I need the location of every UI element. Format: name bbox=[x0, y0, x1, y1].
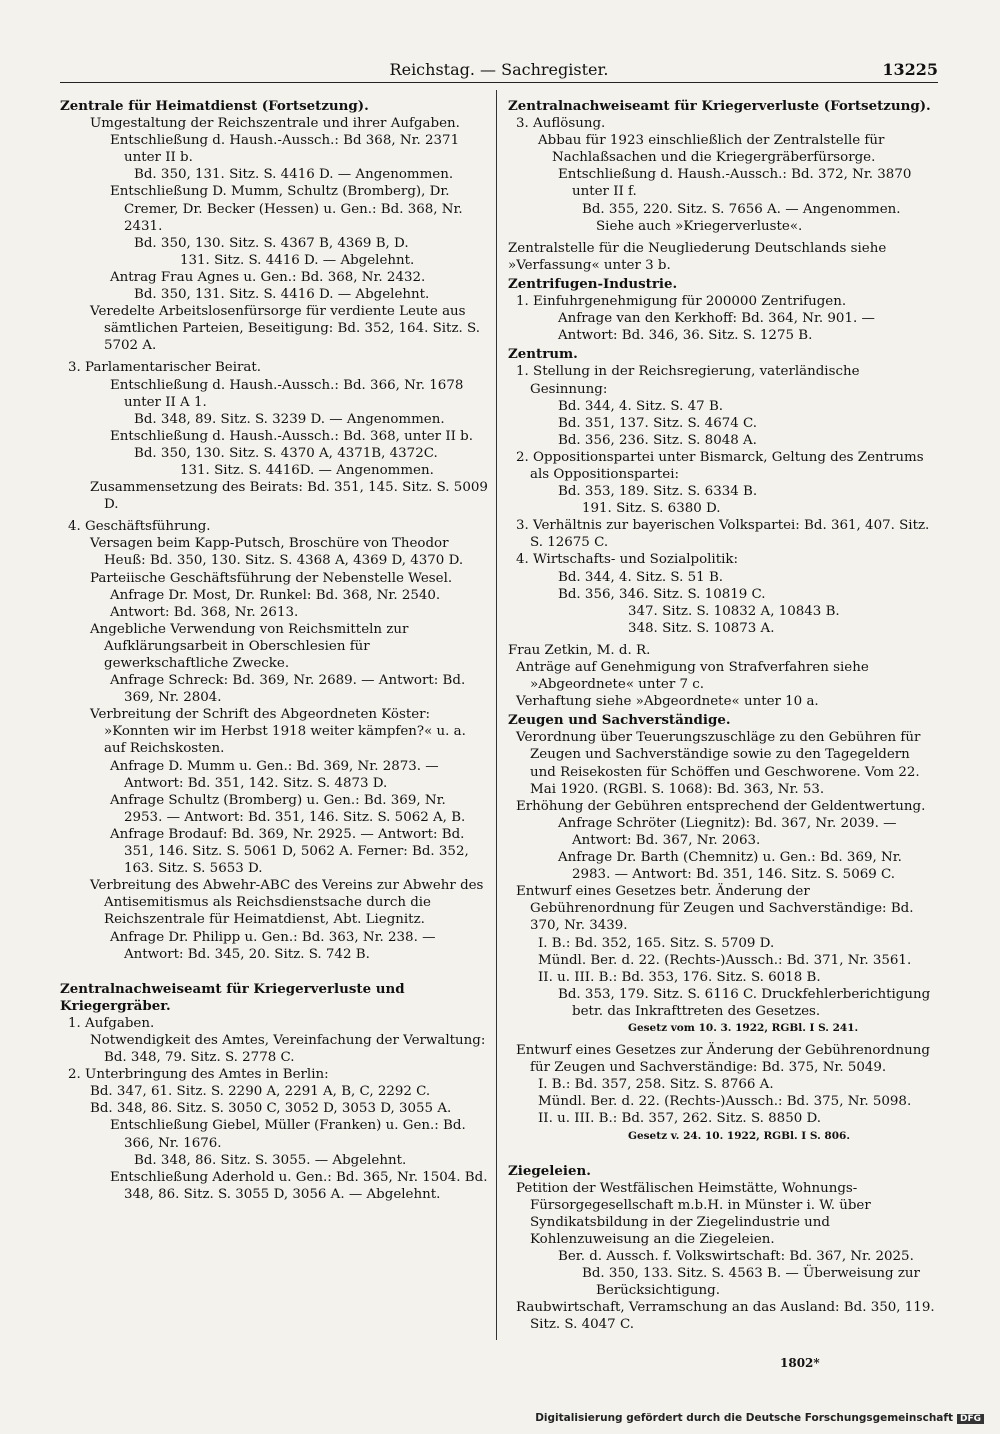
index-entry: Anfrage van den Kerkhoff: Bd. 364, Nr. 901. — bbox=[558, 311, 875, 327]
index-entry: Gesetz vom 10. 3. 1922, RGBl. I S. 241. bbox=[628, 1021, 859, 1034]
index-entry: Angebliche Verwendung von Reichsmitteln zur Aufklärungsarbeit in Oberschlesien für gewerkschaftliche Zwecke. bbox=[90, 621, 409, 671]
index-entry: Bd. 347, 61. Sitz. S. 2290 A, 2291 A, B, C, 2292 C. bbox=[90, 1084, 431, 1100]
index-entry: Entschließung Giebel, Müller (Franken) u. Gen.: Bd. 366, Nr. 1676. bbox=[110, 1118, 466, 1151]
index-entry: Anfrage Schröter (Liegnitz): Bd. 367, Nr. 2039. — Antwort: Bd. 367, Nr. 2063. bbox=[558, 815, 897, 848]
index-entry: Anfrage Dr. Most, Dr. Runkel: Bd. 368, Nr. 2540. bbox=[110, 587, 441, 603]
section-heading: Zentralnachweiseamt für Kriegerverluste und Kriegergräber. bbox=[60, 980, 405, 1014]
index-entry: Petition der Westfälischen Heimstätte, Wohnungs-Fürsorgegesellschaft m.b.H. in Münster i. W. über Syndikatsbildung in der Ziegelindustrie und Kohlenzuweisung an die Ziegeleien. bbox=[516, 1180, 871, 1247]
index-entry: Entschließung D. Mumm, Schultz (Bromberg), Dr. Cremer, Dr. Becker (Hessen) u. Gen.: Bd. 368, Nr. 2431. bbox=[110, 184, 463, 234]
index-entry: Bd. 353, 189. Sitz. S. 6334 B. bbox=[558, 484, 758, 500]
section-heading: Zentrale für Heimatdienst (Fortsetzung). bbox=[60, 98, 369, 114]
footer-text: Digitalisierung gefördert durch die Deutsche Forschungsgemeinschaft bbox=[535, 1412, 953, 1424]
right-column bbox=[508, 96, 936, 1334]
index-entry: Bd. 350, 130. Sitz. S. 4370 A, 4371B, 4372C. bbox=[134, 445, 438, 461]
column-divider bbox=[496, 90, 497, 1340]
index-entry: 1. Einfuhrgenehmigung für 200000 Zentrifugen. bbox=[516, 294, 847, 310]
index-entry: II. u. III. B.: Bd. 357, 262. Sitz. S. 8850 D. bbox=[538, 1111, 822, 1127]
index-entry: Anfrage Schreck: Bd. 369, Nr. 2689. — Antwort: Bd. 369, Nr. 2804. bbox=[110, 673, 466, 706]
index-entry: Anfrage D. Mumm u. Gen.: Bd. 369, Nr. 2873. — Antwort: Bd. 351, 142. Sitz. S. 4873 D. bbox=[110, 758, 439, 791]
index-entry: Verhaftung siehe »Abgeordnete« unter 10 a. bbox=[516, 694, 819, 710]
index-entry: I. B.: Bd. 352, 165. Sitz. S. 5709 D. bbox=[538, 935, 775, 951]
index-entry: Bd. 353, 179. Sitz. S. 6116 C. Druckfehlerberichtigung betr. das Inkrafttreten des Gesetzes. bbox=[558, 986, 931, 1019]
index-entry: Entschließung d. Haush.-Aussch.: Bd. 366, Nr. 1678 unter II A 1. bbox=[110, 377, 464, 410]
running-header bbox=[60, 60, 938, 83]
index-entry: Raubwirtschaft, Verramschung an das Ausland: Bd. 350, 119. Sitz. S. 4047 C. bbox=[516, 1300, 935, 1333]
index-entry: Bd. 348, 86. Sitz. S. 3055. — Abgelehnt. bbox=[134, 1152, 407, 1168]
index-entry: Antwort: Bd. 368, Nr. 2613. bbox=[110, 604, 299, 620]
index-entry: Entschließung d. Haush.-Aussch.: Bd 368, Nr. 2371 unter II b. bbox=[110, 133, 460, 166]
index-entry: Entschließung d. Haush.-Aussch.: Bd. 368, unter II b. bbox=[110, 428, 473, 444]
index-entry: Verordnung über Teuerungszuschläge zu den Gebühren für Zeugen und Sachverständige sowie zu den Tagegeldern und Reisekosten für Schöffen und Geschworene. Vom 22. Mai 1920. (RGBl. S. 1068): Bd. 363, Nr. 53. bbox=[516, 730, 921, 797]
index-entry: 131. Sitz. S. 4416D. — Angenommen. bbox=[180, 462, 434, 478]
index-entry: II. u. III. B.: Bd. 353, 176. Sitz. S. 6018 B. bbox=[538, 969, 821, 985]
index-entry: Bd. 350, 131. Sitz. S. 4416 D. — Abgelehnt. bbox=[134, 287, 430, 303]
index-entry: Bd. 348, 86. Sitz. S. 3050 C, 3052 D, 3053 D, 3055 A. bbox=[90, 1101, 452, 1117]
index-entry: Anfrage Schultz (Bromberg) u. Gen.: Bd. 369, Nr. 2953. — Antwort: Bd. 351, 146. Sitz. S. 5062 A, B. bbox=[110, 792, 466, 825]
section-heading: Ziegeleien. bbox=[508, 1162, 591, 1179]
index-entry: 4. Geschäftsführung. bbox=[68, 519, 211, 535]
index-entry: 131. Sitz. S. 4416 D. — Abgelehnt. bbox=[180, 252, 415, 268]
index-entry: Anfrage Brodauf: Bd. 369, Nr. 2925. — Antwort: Bd. 351, 146. Sitz. S. 5061 D, 5062 A. Ferner: Bd. 352, 163. Sitz. S. 5653 D. bbox=[110, 826, 469, 877]
section-heading: Zentrifugen-Industrie. bbox=[508, 275, 678, 292]
index-entry: Bd. 356, 346. Sitz. S. 10819 C. bbox=[558, 586, 766, 602]
index-entry: Bd. 344, 4. Sitz. S. 51 B. bbox=[558, 569, 724, 585]
index-entry: Anfrage Dr. Barth (Chemnitz) u. Gen.: Bd. 369, Nr. 2983. — Antwort: Bd. 351, 146. Sitz. S. 5069 C. bbox=[558, 850, 902, 883]
index-entry: Bd. 344, 4. Sitz. S. 47 B. bbox=[558, 398, 724, 414]
index-entry: 3. Verhältnis zur bayerischen Volkspartei: Bd. 361, 407. Sitz. S. 12675 C. bbox=[516, 518, 930, 551]
section-heading: Zeugen und Sachverständige. bbox=[508, 712, 731, 729]
index-entry: Verbreitung der Schrift des Abgeordneten Köster: »Konnten wir im Herbst 1918 weiter kämpfen?« u. a. auf Reichskosten. bbox=[90, 707, 466, 757]
section-heading: Zentralnachweiseamt für Kriegerverluste (Fortsetzung). bbox=[508, 98, 931, 114]
index-entry: I. B.: Bd. 357, 258. Sitz. S. 8766 A. bbox=[538, 1077, 774, 1093]
index-entry: Entwurf eines Gesetzes zur Änderung der Gebührenordnung für Zeugen und Sachverständige: Bd. 375, Nr. 5049. bbox=[516, 1043, 930, 1076]
index-entry: 3. Parlamentarischer Beirat. bbox=[68, 360, 262, 376]
index-entry: 191. Sitz. S. 6380 D. bbox=[582, 501, 721, 517]
index-entry: Zusammensetzung des Beirats: Bd. 351, 145. Sitz. S. 5009 D. bbox=[90, 480, 488, 513]
left-column bbox=[60, 96, 488, 1203]
index-entry: Anfrage Dr. Philipp u. Gen.: Bd. 363, Nr. 238. — Antwort: Bd. 345, 20. Sitz. S. 742 B. bbox=[110, 929, 436, 962]
index-entry: Mündl. Ber. d. 22. (Rechts-)Aussch.: Bd. 371, Nr. 3561. bbox=[538, 952, 912, 968]
index-entry: Bd. 351, 137. Sitz. S. 4674 C. bbox=[558, 415, 758, 431]
index-entry: 1. Aufgaben. bbox=[68, 1015, 155, 1031]
index-entry: Bd. 350, 133. Sitz. S. 4563 B. — Überweisung zur Berücksichtigung. bbox=[582, 1266, 920, 1299]
index-entry: Zentralstelle für die Neugliederung Deutschlands siehe »Verfassung« unter 3 b. bbox=[508, 240, 887, 273]
index-entry: Notwendigkeit des Amtes, Vereinfachung der Verwaltung: Bd. 348, 79. Sitz. S. 2778 C. bbox=[90, 1032, 486, 1066]
index-entry: Gesetz v. 24. 10. 1922, RGBl. I S. 806. bbox=[628, 1129, 850, 1142]
index-entry: 2. Oppositionspartei unter Bismarck, Geltung des Zentrums als Oppositionspartei: bbox=[516, 449, 924, 482]
index-entry: Versagen beim Kapp-Putsch, Broschüre von Theodor Heuß: Bd. 350, 130. Sitz. S. 4368 A, 4369 D, 4370 D. bbox=[90, 536, 464, 569]
index-entry: Verbreitung des Abwehr-ABC des Vereins zur Abwehr des Antisemitismus als Reichsdienstsache durch die Reichszentrale für Heimatdienst, Abt. Liegnitz. bbox=[90, 878, 484, 928]
index-entry: Bd. 356, 236. Sitz. S. 8048 A. bbox=[558, 432, 757, 448]
index-entry: Anträge auf Genehmigung von Strafverfahren siehe »Abgeordnete« unter 7 c. bbox=[516, 660, 869, 693]
index-entry: Bd. 350, 131. Sitz. S. 4416 D. — Angenommen. bbox=[134, 167, 454, 183]
index-entry: Frau Zetkin, M. d. R. bbox=[508, 642, 651, 658]
index-entry: Bd. 355, 220. Sitz. S. 7656 A. — Angenommen. Siehe auch »Kriegerverluste«. bbox=[582, 201, 901, 234]
dfg-logo: DFG bbox=[957, 1414, 984, 1424]
index-entry: 348. Sitz. S. 10873 A. bbox=[628, 620, 775, 636]
index-entry: 2. Unterbringung des Amtes in Berlin: bbox=[68, 1067, 329, 1083]
index-entry: Entschließung Aderhold u. Gen.: Bd. 365, Nr. 1504. Bd. 348, 86. Sitz. S. 3055 D, 3056 A. — Abgelehnt. bbox=[110, 1169, 488, 1202]
index-entry: Antwort: Bd. 346, 36. Sitz. S. 1275 B. bbox=[558, 328, 813, 344]
index-entry: Bd. 350, 130. Sitz. S. 4367 B, 4369 B, D. bbox=[134, 235, 409, 251]
index-entry: Umgestaltung der Reichszentrale und ihrer Aufgaben. bbox=[90, 116, 460, 132]
footer-credit bbox=[535, 1412, 984, 1424]
index-entry: Antrag Frau Agnes u. Gen.: Bd. 368, Nr. 2432. bbox=[110, 269, 426, 285]
index-entry: Veredelte Arbeitslosenfürsorge für verdiente Leute aus sämtlichen Parteien, Beseitigung: Bd. 352, 164. Sitz. S. 5702 A. bbox=[90, 304, 480, 354]
index-entry: 347. Sitz. S. 10832 A, 10843 B. bbox=[628, 603, 840, 619]
page-number: 13225 bbox=[882, 60, 938, 79]
index-entry: Abbau für 1923 einschließlich der Zentralstelle für Nachlaßsachen und die Kriegergräberfürsorge. bbox=[538, 133, 885, 166]
running-title: Reichstag. — Sachregister. bbox=[389, 60, 609, 79]
index-entry: 1. Stellung in der Reichsregierung, vaterländische Gesinnung: bbox=[516, 364, 860, 397]
index-entry: 3. Auflösung. bbox=[516, 116, 606, 132]
page-code: 1802* bbox=[780, 1356, 820, 1370]
index-entry: Entwurf eines Gesetzes betr. Änderung der Gebührenordnung für Zeugen und Sachverständige: Bd. 370, Nr. 3439. bbox=[516, 884, 914, 934]
index-entry: 4. Wirtschafts- und Sozialpolitik: bbox=[516, 552, 738, 568]
index-entry: Entschließung d. Haush.-Aussch.: Bd. 372, Nr. 3870 unter II f. bbox=[558, 167, 912, 200]
index-entry: Bd. 348, 89. Sitz. S. 3239 D. — Angenommen. bbox=[134, 411, 445, 427]
index-entry: Mündl. Ber. d. 22. (Rechts-)Aussch.: Bd. 375, Nr. 5098. bbox=[538, 1094, 912, 1110]
index-entry: Erhöhung der Gebühren entsprechend der Geldentwertung. bbox=[516, 798, 926, 814]
section-heading: Zentrum. bbox=[508, 346, 578, 363]
index-entry: Ber. d. Aussch. f. Volkswirtschaft: Bd. 367, Nr. 2025. bbox=[558, 1249, 914, 1265]
index-entry: Parteiische Geschäftsführung der Nebenstelle Wesel. bbox=[90, 570, 453, 586]
